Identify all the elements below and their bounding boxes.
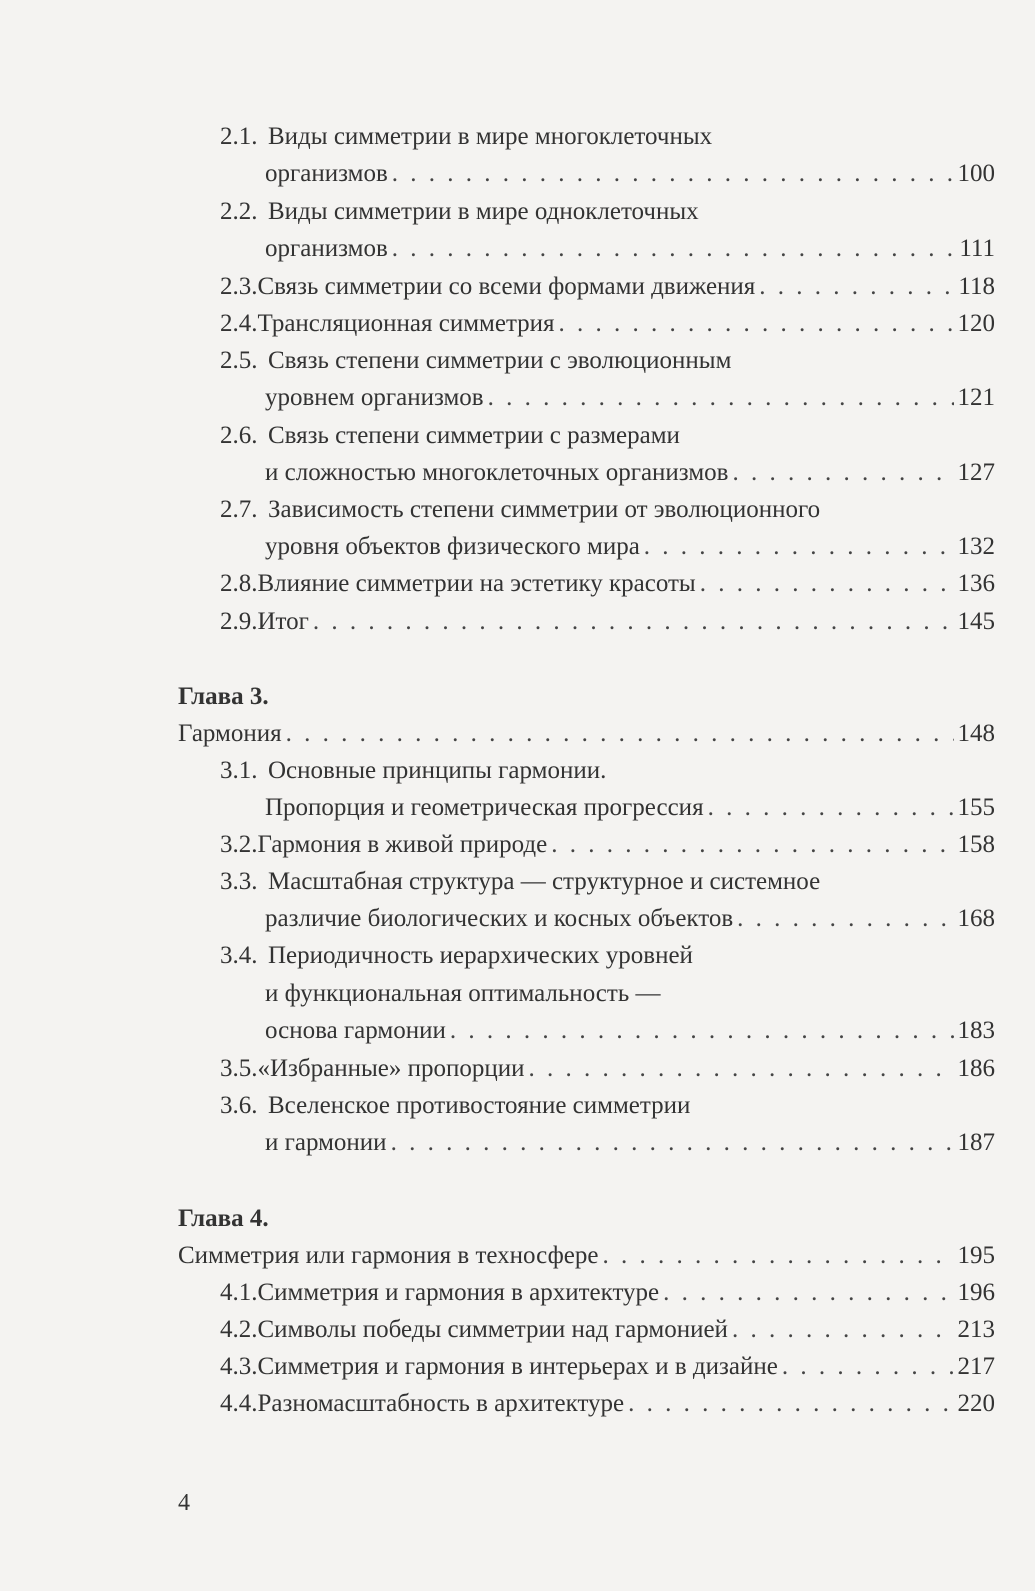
toc-entry	[265, 528, 995, 566]
toc-page-number: 111	[959, 235, 995, 262]
dot-leader	[450, 1012, 954, 1050]
toc-number: 3.1.	[220, 757, 258, 784]
toc-entry	[220, 1274, 995, 1312]
toc-entry	[220, 1311, 995, 1349]
toc-entry-title: «Избранные» пропорции	[257, 1055, 525, 1082]
toc-entry	[220, 1050, 995, 1088]
toc-entry-title: и функциональная оптимальность —	[265, 980, 661, 1007]
toc-entry-title: организмов	[265, 235, 388, 262]
toc-entry	[220, 826, 995, 864]
dot-leader	[391, 1124, 954, 1162]
toc-number: 2.8.	[220, 570, 258, 597]
dot-leader	[392, 230, 956, 268]
toc-entry-title: Основные принципы гармонии.	[268, 757, 607, 784]
toc-page-number: 196	[957, 1279, 995, 1306]
dot-leader	[732, 454, 953, 492]
toc-entry-title: различие биологических и косных объектов	[265, 905, 734, 932]
toc-number: 2.3.	[220, 273, 258, 300]
toc-entry	[220, 268, 995, 306]
toc-entry-title: Виды симметрии в мире одноклеточных	[268, 198, 699, 225]
toc-page-number: 118	[958, 273, 995, 300]
chapter-entry	[178, 1237, 995, 1275]
chapter-heading: Глава 3.	[178, 683, 269, 710]
toc-number: 3.6.	[220, 1092, 258, 1119]
dot-leader	[286, 715, 954, 753]
toc-entry	[265, 230, 995, 268]
toc-number: 3.4.	[220, 942, 258, 969]
toc-number: 4.4.	[220, 1390, 258, 1417]
toc-entry-title: основа гармонии	[265, 1017, 446, 1044]
toc-entry-title: и гармонии	[265, 1129, 387, 1156]
toc-entry	[265, 1124, 995, 1162]
toc-line	[0, 975, 1035, 1013]
dot-leader	[488, 379, 954, 417]
dot-leader	[602, 1237, 953, 1275]
toc-page-number: 220	[957, 1390, 995, 1417]
toc-entry-title: организмов	[265, 160, 388, 187]
toc-number: 2.1.	[220, 123, 258, 150]
toc-entry-title: Итог	[257, 608, 309, 635]
toc-line	[0, 118, 1035, 156]
toc-line	[0, 937, 1035, 975]
toc-line	[0, 491, 1035, 529]
toc-entry	[220, 1385, 995, 1423]
toc-line	[0, 193, 1035, 231]
toc-entry-title: Зависимость степени симметрии от эволюционного	[268, 496, 821, 523]
dot-leader	[392, 155, 954, 193]
toc-line	[0, 417, 1035, 455]
toc-page-number: 120	[957, 310, 995, 337]
toc-page-number: 132	[957, 533, 995, 560]
toc-entry	[265, 155, 995, 193]
dot-leader	[737, 900, 953, 938]
toc-page-number: 100	[957, 160, 995, 187]
toc-number: 2.7.	[220, 496, 258, 523]
dot-leader	[628, 1385, 953, 1423]
toc-entry-title: Влияние симметрии на эстетику красоты	[257, 570, 696, 597]
toc-entry	[220, 1348, 995, 1386]
toc-page-number: 168	[957, 905, 995, 932]
toc-page-number: 213	[957, 1316, 995, 1343]
toc-number: 2.6.	[220, 422, 258, 449]
toc-entry	[265, 454, 995, 492]
toc-number: 3.5.	[220, 1055, 258, 1082]
toc-entry-title: Симметрия и гармония в интерьерах и в дизайне	[257, 1353, 778, 1380]
dot-leader	[663, 1274, 953, 1312]
toc-line	[0, 863, 1035, 901]
toc-entry-title: Симметрия и гармония в архитектуре	[257, 1279, 660, 1306]
dot-leader	[759, 268, 954, 306]
dot-leader	[700, 565, 954, 603]
toc-entry-title: Связь степени симметрии с эволюционным	[268, 347, 732, 374]
toc-entry-title: Трансляционная симметрия	[257, 310, 555, 337]
toc-number: 4.2.	[220, 1316, 258, 1343]
toc-page-number: 127	[957, 459, 995, 486]
toc-entry-title: Гармония в живой природе	[257, 831, 548, 858]
toc-number: 3.3.	[220, 868, 258, 895]
toc-page-number: 136	[957, 570, 995, 597]
toc-page-number: 158	[957, 831, 995, 858]
toc-number: 2.2.	[220, 198, 258, 225]
toc-page-number: 155	[957, 794, 995, 821]
toc-entry-title: Масштабная структура — структурное и системное	[268, 868, 821, 895]
toc-entry-title: уровнем организмов	[265, 384, 484, 411]
toc-page-number: 145	[957, 608, 995, 635]
toc-entry-title: и сложностью многоклеточных организмов	[265, 459, 729, 486]
toc-entry	[265, 1012, 995, 1050]
dot-leader	[708, 789, 954, 827]
toc-entry	[265, 789, 995, 827]
page-number: 4	[178, 1490, 190, 1516]
toc-entry-title: Периодичность иерархических уровней	[268, 942, 693, 969]
toc-entry	[265, 900, 995, 938]
dot-leader	[644, 528, 954, 566]
toc-number: 2.4.	[220, 310, 258, 337]
toc-entry-title: Вселенское противостояние симметрии	[268, 1092, 691, 1119]
toc-line	[0, 342, 1035, 380]
toc-page-number: 148	[957, 720, 995, 747]
chapter-title: Симметрия или гармония в техносфере	[178, 1242, 599, 1269]
toc-number: 2.5.	[220, 347, 258, 374]
dot-leader	[551, 826, 953, 864]
toc-page-number: 195	[957, 1242, 995, 1269]
toc-entry-title: Пропорция и геометрическая прогрессия	[265, 794, 704, 821]
toc-page-number: 121	[957, 384, 995, 411]
toc-entry-title: Виды симметрии в мире многоклеточных	[268, 123, 713, 150]
toc-number: 4.1.	[220, 1279, 258, 1306]
dot-leader	[529, 1050, 954, 1088]
dot-leader	[313, 603, 954, 641]
toc-page-number: 183	[957, 1017, 995, 1044]
toc-page-number: 187	[957, 1129, 995, 1156]
chapter-title: Гармония	[178, 720, 282, 747]
toc-number: 4.3.	[220, 1353, 258, 1380]
toc-entry	[265, 379, 995, 417]
toc-page-number: 186	[957, 1055, 995, 1082]
toc-number: 3.2.	[220, 831, 258, 858]
toc-line	[0, 752, 1035, 790]
toc-entry	[220, 603, 995, 641]
chapter-heading: Глава 4.	[178, 1205, 269, 1232]
chapter-entry	[178, 715, 995, 753]
toc-entry-title: Символы победы симметрии над гармонией	[257, 1316, 728, 1343]
dot-leader	[782, 1348, 954, 1386]
toc-line	[0, 1087, 1035, 1125]
dot-leader	[732, 1311, 954, 1349]
toc-entry-title: уровня объектов физического мира	[265, 533, 640, 560]
toc-number: 2.9.	[220, 608, 258, 635]
toc-page-number: 217	[957, 1353, 995, 1380]
toc-entry	[220, 305, 995, 343]
toc-entry-title: Связь степени симметрии с размерами	[268, 422, 680, 449]
toc-entry-title: Связь симметрии со всеми формами движения	[257, 273, 756, 300]
toc-entry-title: Разномасштабность в архитектуре	[257, 1390, 625, 1417]
dot-leader	[559, 305, 954, 343]
toc-entry	[220, 565, 995, 603]
